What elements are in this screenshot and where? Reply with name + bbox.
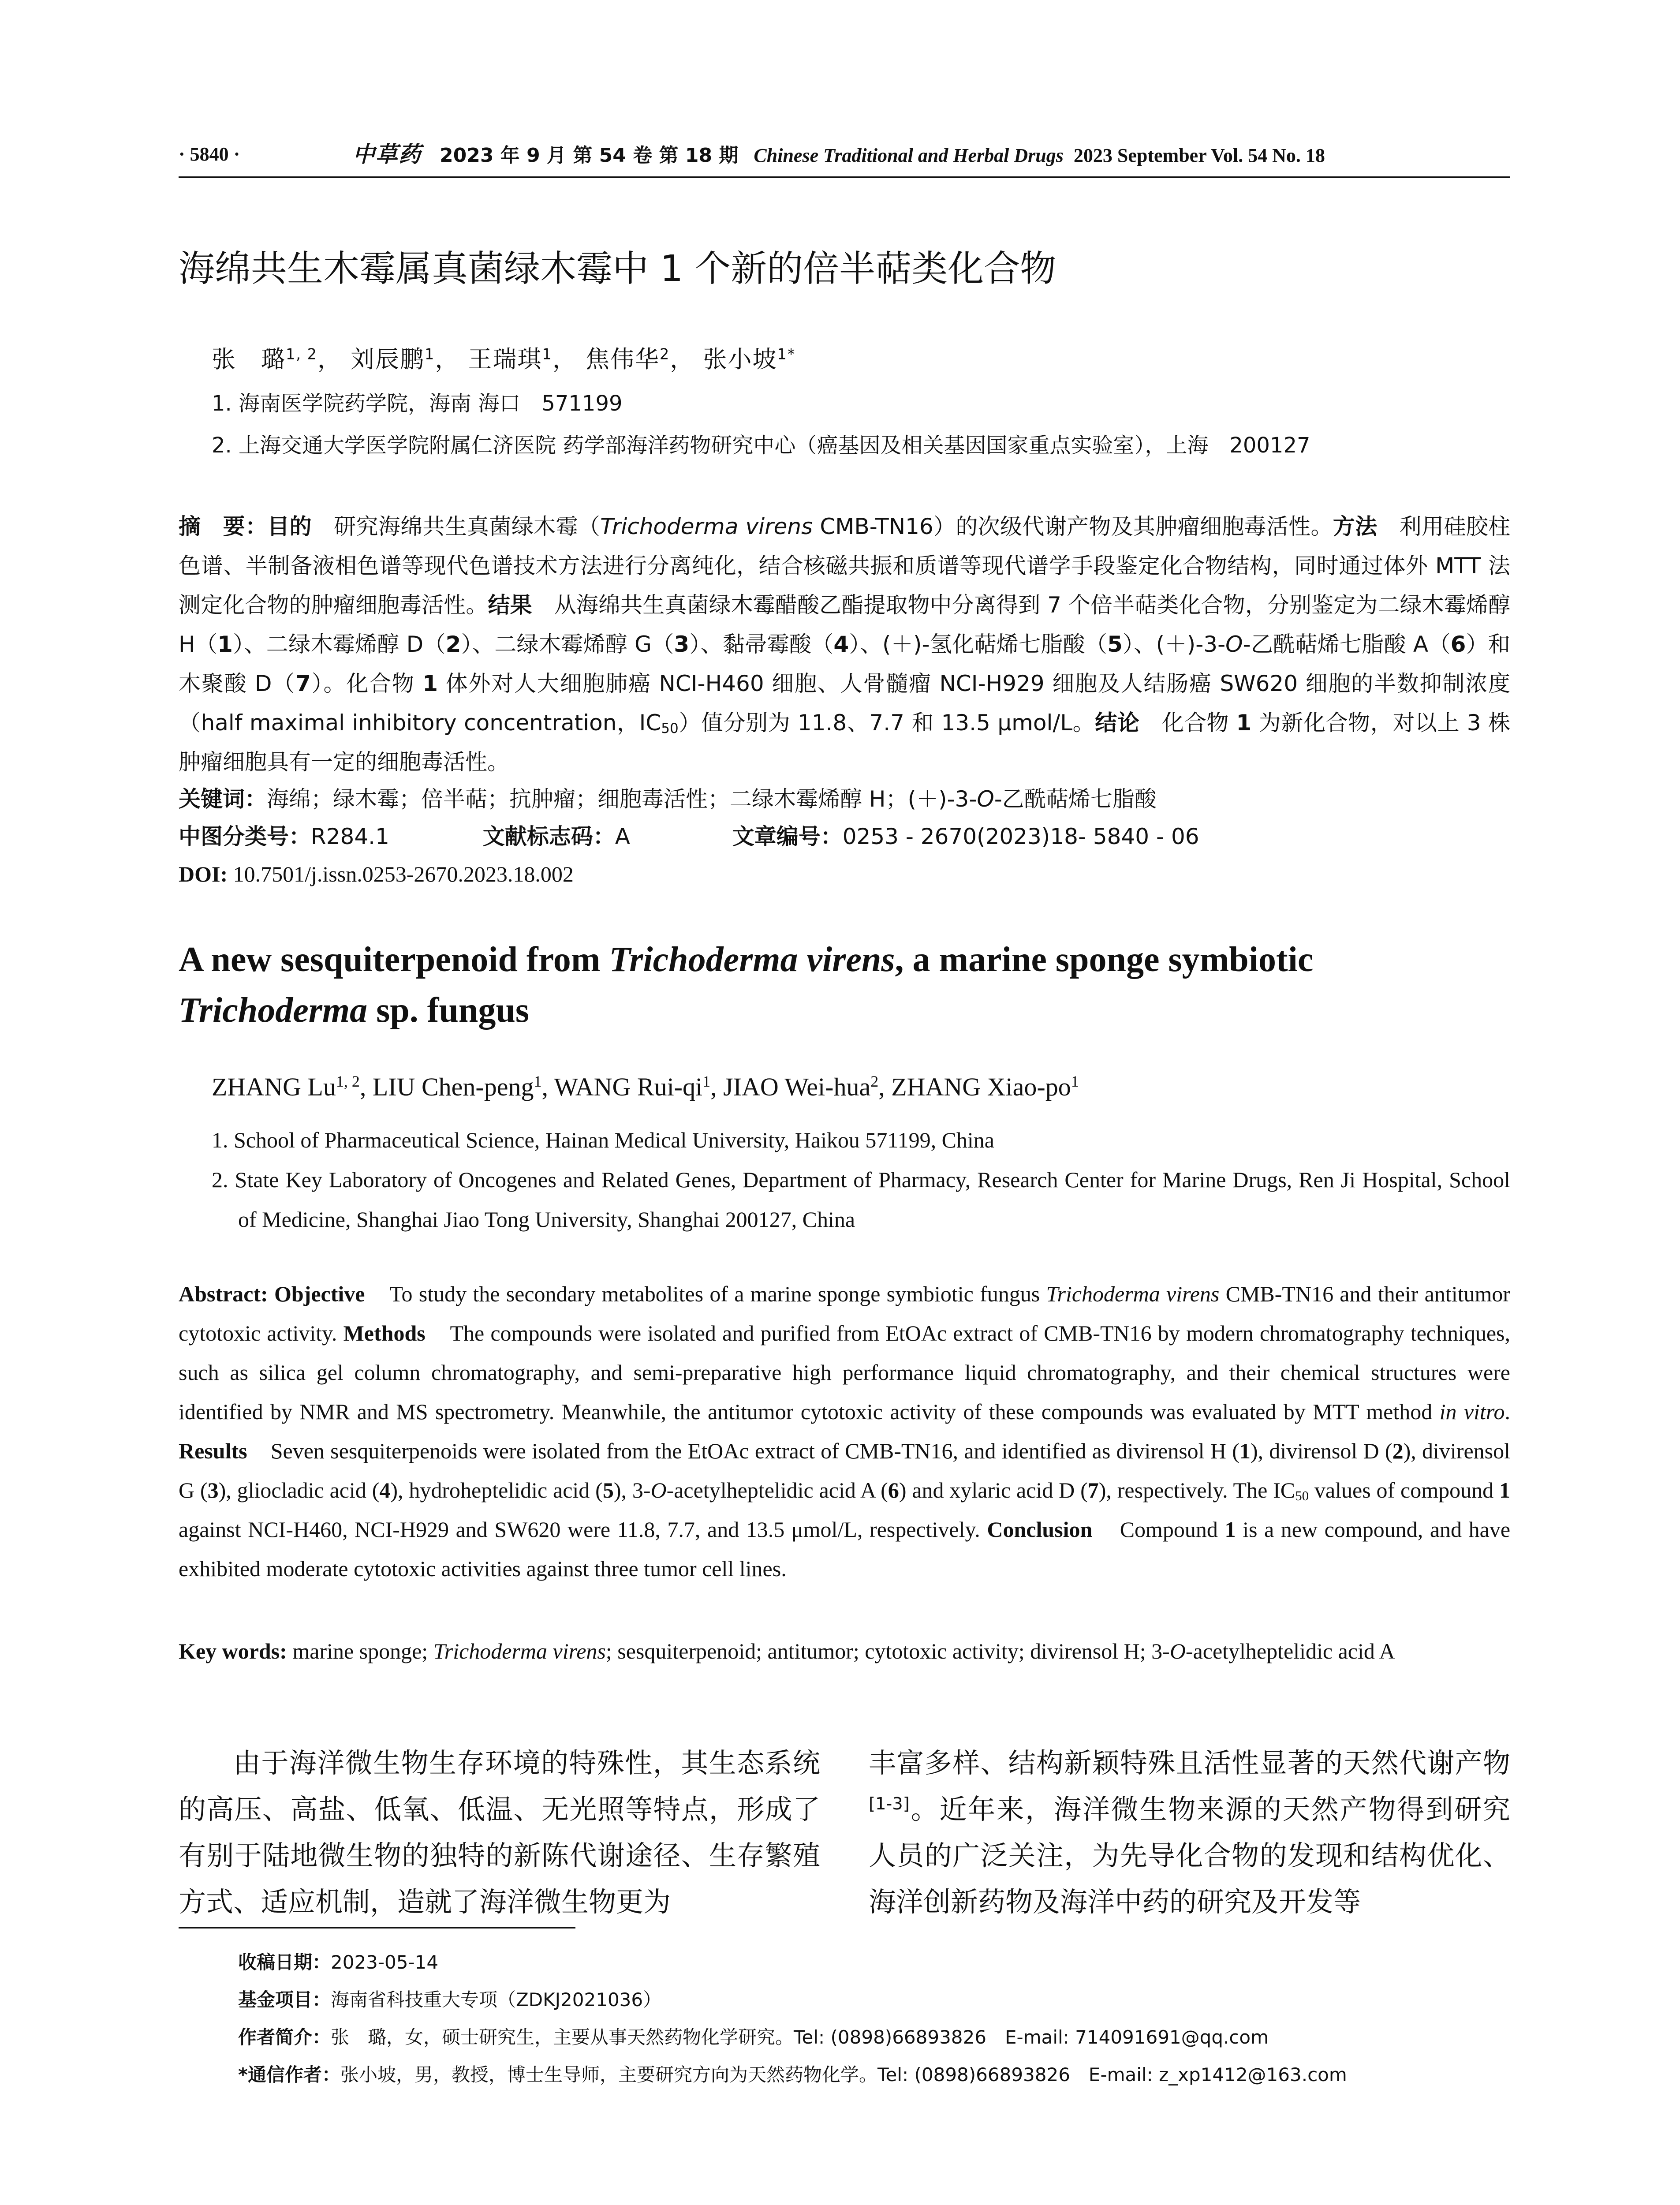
abstract-text: 体外对人大细胞肺癌 NCI-H460 细胞、人骨髓瘤 NCI-H929 细胞及人结肠癌 SW620 细胞的半数抑制浓度（half maximal inhibitory concentration，IC [179,671,1510,736]
abstract-text: ), respectively. The IC [1098,1478,1295,1502]
doc-code-label: 文献标志码： [482,824,615,849]
body-left-column [179,1740,820,1925]
article-no-label: 文章编号： [732,824,843,849]
subscript-50: 50 [661,721,679,737]
compound-number: 1 [217,632,233,657]
abstract-text: against NCI-H460, NCI-H929 and SW620 were 11.8, 7.7, and 13.5 μmol/L, respectively. [179,1517,980,1542]
clc-value: R284.1 [311,824,389,849]
abstract-text: Seven sesquiterpenoids were isolated from the EtOAc extract of CMB-TN16, and identified as divirensol H ( [270,1439,1239,1463]
abstract-text: ), divirensol D ( [1250,1439,1393,1463]
footnote-received [238,1949,438,1976]
body-right-column [869,1740,1510,1925]
author-affil-mark: 1 [542,345,553,363]
species-name: Trichoderma virens [433,1639,606,1663]
authors-cn: 张 璐$^{1, 2}$， 刘辰鹏$^1$， 王瑞琪$^1$， 焦伟华$^2$， 张小坡$^{1*}$ [212,345,796,373]
compound-number: 6 [1450,632,1466,657]
keywords-cn [179,783,1157,816]
italic-o: O [650,1478,667,1502]
abstract-text: -acetylheptelidic acid A ( [666,1478,888,1502]
abstract-text: To study the secondary metabolites of a marine sponge symbiotic fungus [389,1282,1046,1306]
page-number: · 5840 · [179,143,240,165]
article-no-value: 0253 - 2670(2023)18- 5840 - 06 [842,824,1199,849]
compound-number: 4 [833,632,849,657]
methods-label-cn: 方法 [1333,514,1378,539]
title-en-line-1 [179,935,1313,984]
compound-number: 1 [1239,1439,1251,1463]
keywords-label-cn: 关键词： [179,786,267,812]
abstract-text: 为新化合物，对以上 3 株肿瘤细胞具有一定的细胞毒活性。 [179,710,1511,775]
subscript-50: 50 [1295,1488,1309,1504]
keywords-text: marine sponge; [292,1639,433,1663]
abstract-label-cn: 摘 要： [179,514,268,539]
footnote-author [238,2024,1269,2051]
compound-number: 2 [445,632,461,657]
author-en: ZHANG Xiao-po [891,1073,1071,1101]
abstract-label-en: Abstract: [179,1282,268,1306]
abstract-text: ), divirensol G ( [179,1439,1510,1502]
compound-number: 1 [1499,1478,1510,1502]
species-name: Trichoderma virens [600,514,813,539]
species-name: Trichoderma virens [1046,1282,1220,1306]
abstract-text: -乙酰萜烯七脂酸 A（ [1243,632,1451,657]
author-affil-mark: 1 [702,1073,711,1091]
abstract-text: Compound [1120,1517,1225,1542]
author-affil-mark: 1 [425,345,435,363]
abstract-text: . [1505,1399,1510,1424]
author-affil-mark: 1, 2 [286,345,317,363]
compound-number: 7 [295,671,311,696]
running-header [353,141,1325,169]
compound-number: 3 [674,632,690,657]
footnote-corresponding [238,2062,1347,2088]
keywords-text: ; sesquiterpenoid; antitumor; cytotoxic activity; divirensol H; 3- [605,1639,1170,1663]
in-vitro: in vitro [1439,1399,1505,1424]
abstract-text: ）、(＋)-氢化萜烯七脂酸（ [849,632,1108,657]
journal-logo: 中草药 [353,142,422,167]
footnote-label: 基金项目： [238,1989,331,2011]
issue-en: 2023 September Vol. 54 No. 18 [1073,145,1325,166]
abstract-text: ）、二绿木霉烯醇 D（ [232,632,446,657]
journal-name-en: Chinese Traditional and Herbal Drugs [754,145,1064,166]
author-affil-mark: 1* [777,345,796,363]
compound-number: 1 [422,671,438,696]
compound-number: 7 [1087,1478,1099,1502]
doi-value[interactable]: 10.7501/j.issn.0253-2670.2023.18.002 [233,862,574,886]
body-text: 由于海洋微生物生存环境的特殊性，其生态系统的高压、高盐、低氧、低温、无光照等特点，形成了有别于陆地微生物的独特的新陈代谢途径、生存繁殖方式、适应机制，造就了海洋微生物更为 [179,1747,820,1918]
objective-label-en: Objective [274,1282,365,1306]
abstract-text: ）值分别为 11.8、7.7 和 13.5 μmol/L。 [678,710,1095,736]
citation-ref[interactable]: [1-3] [869,1794,910,1814]
doi-label: DOI: [179,862,228,886]
abstract-text: The compounds were isolated and purified from EtOAc extract of CMB-TN16 by modern chromatography techniques, such as silica gel column chromatography, and semi-preparative high performance liquid chromatography, and their chemical structures were identified by NMR and MS spectrometry. Meanwhile, the antitumor cytotoxic activity of these compounds was evaluated by MTT method [179,1321,1511,1424]
title-en-text: , a marine sponge symbiotic [895,940,1314,979]
abstract-text: 利用硅胶柱色谱、半制备液相色谱等现代色谱技术方法进行分离纯化，结合核磁共振和质谱等现代谱学手段鉴定化合物结构，同时通过体外 MTT 法测定化合物的肿瘤细胞毒活性。 [179,514,1511,618]
title-en-line-2 [179,986,529,1035]
author-cn: 焦伟华 [585,345,660,373]
title-en-text: A new sesquiterpenoid from [179,940,609,979]
author-cn: 王瑞琪 [468,345,542,373]
compound-number: 5 [602,1478,614,1502]
compound-number: 4 [379,1478,391,1502]
abstract-text: ）和木聚酸 D（ [179,632,1511,696]
authors-en: ZHANG Lu$^{1, 2}$, LIU Chen-peng$^1$, WANG Rui-$qi^1$, JIAO Wei-hua$^2$, ZHANG Xiao-$po^1$ [212,1073,1079,1101]
author-cn: 张小坡 [703,345,777,373]
footnote-fund [238,1987,661,2013]
abstract-cn [179,507,1510,782]
conclusion-label-cn: 结论 [1095,710,1140,736]
footnote-text: 张小坡，男，教授，博士生导师，主要研究方向为天然药物化学。Tel: (0898)66893826 E-mail: z_xp1412@163.com [340,2064,1347,2085]
author-en: WANG Rui-qi [554,1073,703,1101]
header-rule [179,176,1510,178]
italic-o: O [1225,632,1243,657]
abstract-text: 从海绵共生真菌绿木霉醋酸乙酯提取物中分离得到 7 个倍半萜类化合物，分别鉴定为二绿木霉烯醇 H（ [179,592,1511,657]
author-en: JIAO Wei-hua [723,1073,871,1101]
footnote-rule [179,1927,575,1928]
doi-line [179,858,574,891]
abstract-text: ）。化合物 [310,671,423,696]
keywords-text: -乙酰萜烯七脂酸 [994,786,1157,812]
abstract-text: 研究海绵共生真菌绿木霉（ [334,514,601,539]
author-cn: 刘辰鹏 [351,345,425,373]
title-en-text: sp. fungus [367,991,529,1030]
doc-code-value: A [615,824,630,849]
affiliation-cn-1: 1. 海南医学院药学院，海南 海口 571199 [212,391,623,416]
abstract-text: ）、黏帚霉酸（ [689,632,834,657]
abstract-text: is a new compound, and have exhibited moderate cytotoxic activities against three tumor cell lines. [179,1517,1511,1581]
conclusion-label-en: Conclusion [987,1517,1093,1542]
classification-line [179,820,1199,853]
body-text: 丰富多样、结构新颖特殊且活性显著的天然代谢产物 [869,1747,1510,1779]
abstract-text: values of compound [1309,1478,1499,1502]
abstract-text: ), gliocladic acid ( [218,1478,380,1502]
italic-o: O [977,786,994,812]
keywords-label-en: Key words: [179,1639,287,1663]
abstract-text: 化合物 [1162,710,1236,736]
issue-cn: 2023 年 9 月 第 54 卷 第 18 期 [440,144,739,167]
footnote-label: *通信作者： [238,2064,340,2085]
clc-label: 中图分类号： [179,824,311,849]
author-en: ZHANG Lu [212,1073,336,1101]
compound-number: 6 [888,1478,899,1502]
compound-number: 3 [207,1478,219,1502]
abstract-text: CMB-TN16 and their antitumor cytotoxic activity. [179,1282,1511,1345]
keywords-en [179,1632,1510,1671]
compound-number: 2 [1392,1439,1404,1463]
results-label-en: Results [179,1439,247,1463]
abstract-text: ), 3- [613,1478,651,1502]
author-affil-mark: 2 [659,345,670,363]
abstract-text: ) and xylaric acid D ( [899,1478,1088,1502]
affiliation-cn-2: 2. 上海交通大学医学院附属仁济医院 药学部海洋药物研究中心（癌基因及相关基因国家重点实验室），上海 200127 [212,433,1310,458]
affiliation-en-1: 1. School of Pharmaceutical Science, Hainan Medical University, Haikou 571199, China [212,1128,994,1152]
title-cn: 海绵共生木霉属真菌绿木霉中 1 个新的倍半萜类化合物 [179,248,1057,290]
author-affil-mark: 1 [1071,1073,1079,1091]
author-affil-mark: 1 [534,1073,542,1091]
footnote-label: 收稿日期： [238,1951,331,1973]
author-en: LIU Chen-peng [372,1073,534,1101]
abstract-en [179,1274,1510,1588]
keywords-text: 海绵；绿木霉；倍半萜；抗肿瘤；细胞毒活性；二绿木霉烯醇 H；(＋)-3- [267,786,977,812]
results-label-cn: 结果 [488,592,532,618]
title-en-genus: Trichoderma [179,991,368,1030]
compound-number: 1 [1236,710,1252,736]
abstract-text: ）、(＋)-3- [1122,632,1226,657]
abstract-text: ）、二绿木霉烯醇 G（ [461,632,674,657]
abstract-text: ), hydroheptelidic acid ( [390,1478,603,1502]
footnote-label: 作者简介： [238,2026,331,2048]
compound-number: 1 [1225,1517,1236,1542]
footnote-text: 2023-05-14 [331,1951,439,1973]
footnote-text: 张 璐，女，硕士研究生，主要从事天然药物化学研究。Tel: (0898)66893826 E-mail: 714091691@qq.com [331,2026,1269,2048]
author-cn: 张 璐 [212,345,286,373]
title-en-species: Trichoderma virens [609,940,895,979]
author-affil-mark: 1, 2 [336,1073,360,1091]
footnote-text: 海南省科技重大专项（ZDKJ2021036） [331,1989,662,2011]
compound-number: 5 [1107,632,1123,657]
body-text: 。近年来，海洋微生物来源的天然产物得到研究人员的广泛关注，为先导化合物的发现和结构优化、海洋创新药物及海洋中药的研究及开发等 [869,1793,1510,1918]
objective-label-cn: 目的 [267,514,312,539]
methods-label-en: Methods [343,1321,426,1345]
abstract-text: CMB-TN16）的次级代谢产物及其肿瘤细胞毒活性。 [813,514,1333,539]
author-affil-mark: 2 [870,1073,879,1091]
affiliation-en-2: 2. State Key Laboratory of Oncogenes and Related Genes, Department of Pharmacy, Research Center for Marine Drugs, Ren Ji Hospital, School of Medicine, Shanghai Jiao Tong University, Shanghai 200127, China [212,1167,1510,1232]
keywords-text: -acetylheptelidic acid A [1185,1639,1395,1663]
italic-o: O [1169,1639,1186,1663]
